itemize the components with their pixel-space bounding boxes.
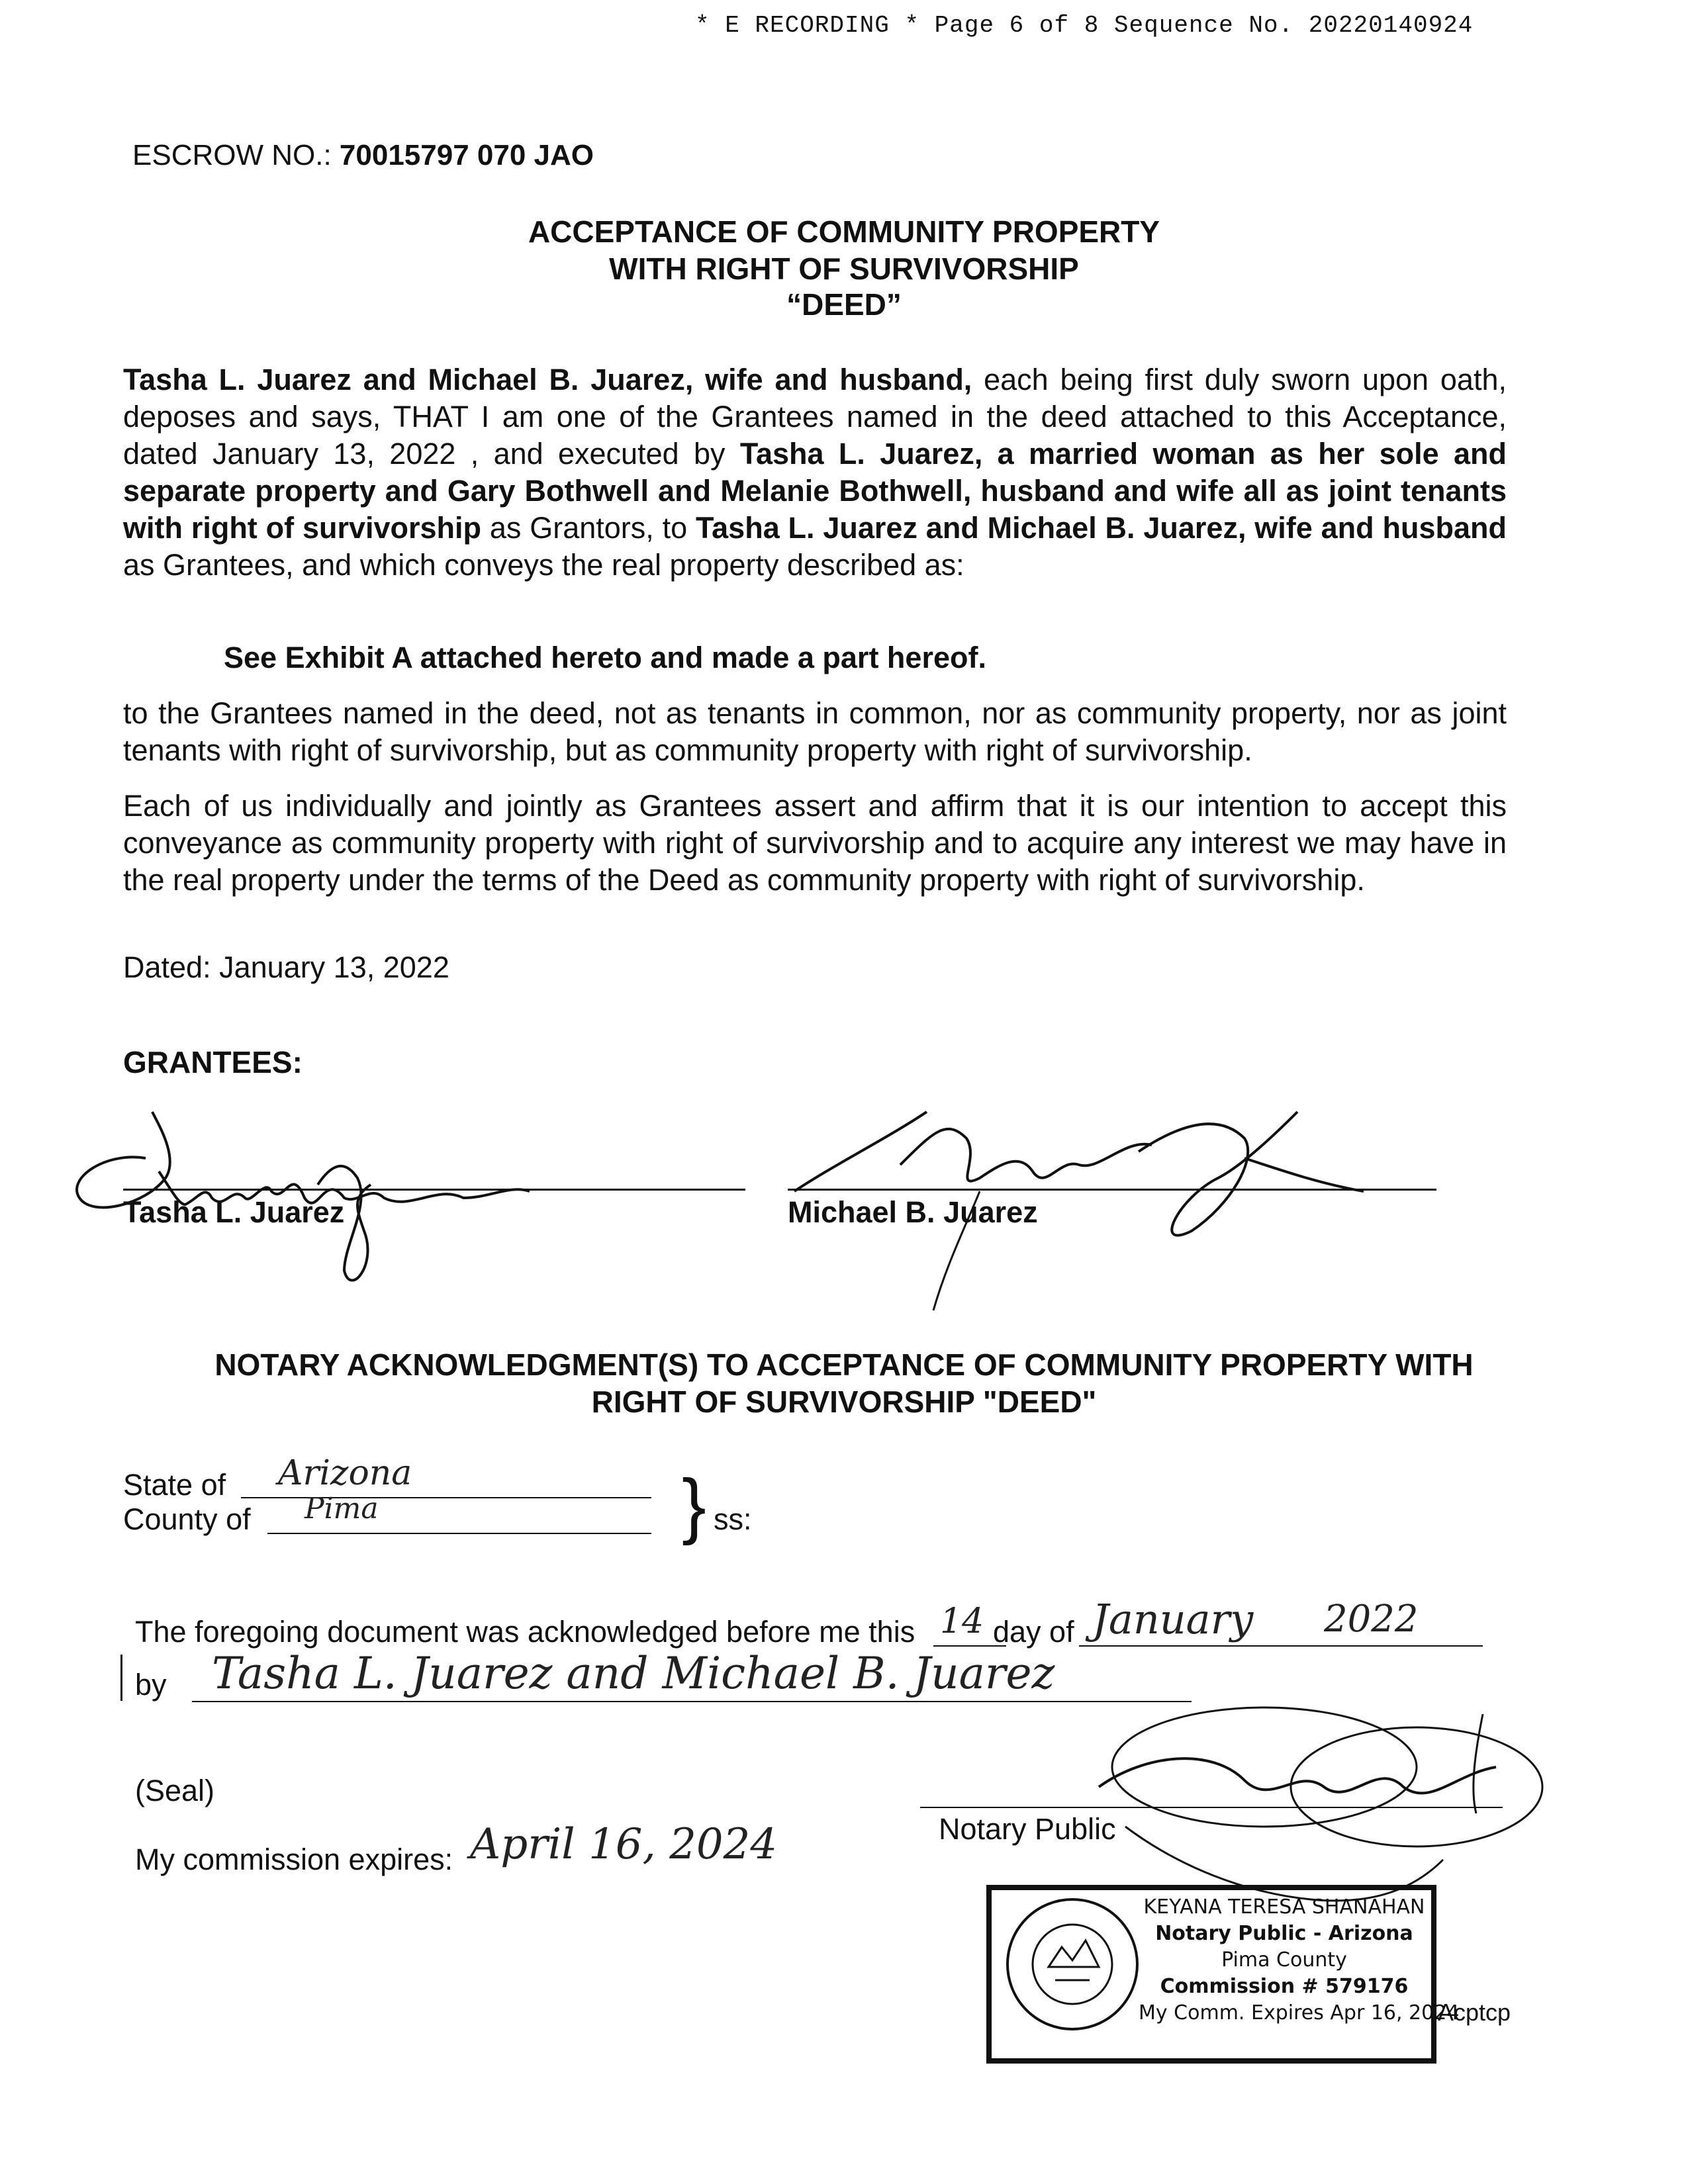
paragraph-text: as Grantees, and which conveys the real property described as: — [123, 548, 964, 582]
ss-label: ss: — [714, 1502, 752, 1536]
signer-name-1: Tasha L. Juarez — [123, 1195, 345, 1229]
grantee-description-bold: Tasha L. Juarez and Michael B. Juarez, wife and husband — [696, 511, 1507, 545]
day-of-label: day of — [993, 1615, 1074, 1649]
recording-header: * E RECORDING * Page 6 of 8 Sequence No. 20220140924 — [695, 12, 1474, 39]
stamp-expiration: My Comm. Expires Apr 16, 2024 — [1139, 2001, 1460, 2025]
commission-label: My commission expires: — [135, 1843, 453, 1876]
day-value: 14 — [940, 1602, 984, 1641]
doc-title-line-1: ACCEPTANCE OF COMMUNITY PROPERTY — [528, 214, 1160, 249]
month-year-underline — [1079, 1645, 1483, 1647]
year-value: 2022 — [1324, 1598, 1419, 1641]
seal-label: (Seal) — [135, 1774, 215, 1807]
ss-brace: } — [682, 1465, 706, 1546]
by-label: by — [135, 1668, 167, 1702]
escrow-number — [132, 139, 594, 172]
county-underline — [267, 1533, 651, 1534]
signer-name-2: Michael B. Juarez — [788, 1195, 1038, 1229]
notary-public-label: Notary Public — [939, 1812, 1116, 1846]
form-code: Acptcp — [1438, 1999, 1511, 2026]
commission-value: April 16, 2024 — [470, 1820, 778, 1869]
stamp-line-2: Notary Public - Arizona — [1155, 1922, 1413, 1945]
county-value: Pima — [305, 1492, 379, 1525]
paragraph-text: each being first duly sworn upon oath, deposes and says, THAT I am one of the Grantees named in the deed attached to this Acceptance, dated January 13, 2022 , and executed by — [123, 363, 1507, 471]
acceptance-paragraph — [123, 361, 1507, 584]
stamp-commission-number: Commission # 579176 — [1160, 1975, 1409, 1998]
doc-title-line-3: “DEED” — [786, 287, 902, 322]
exhibit-reference: See Exhibit A attached hereto and made a part hereof. — [224, 641, 986, 674]
grantees-heading: GRANTEES: — [123, 1045, 303, 1079]
month-value: January — [1092, 1595, 1254, 1643]
grantor-description-bold: Tasha L. Juarez, a married woman as her sole and separate property and Gary Bothwell and Melanie Bothwell, husband and wife all as joint tenants with right of survivorship — [123, 437, 1507, 545]
escrow-label: ESCROW NO.: — [132, 139, 332, 171]
state-seal-icon — [1009, 1901, 1136, 2028]
stamp-notary-name: KEYANA TERESA SHANAHAN — [1143, 1895, 1425, 1919]
intention-paragraph: Each of us individually and jointly as Grantees assert and affirm that it is our intention to accept this conveyance as community property with right of survivorship and to acquire any interest we may have in the real property under the terms of the Deed as community property with right of survivorship. — [123, 789, 1507, 897]
grantee-names-bold: Tasha L. Juarez and Michael B. Juarez, wife and husband, — [123, 363, 972, 396]
county-label: County of — [123, 1502, 251, 1536]
paragraph-text: as Grantors, to — [481, 511, 696, 545]
state-underline — [241, 1497, 651, 1498]
state-value: Arizona — [278, 1453, 412, 1493]
tasha-signature — [66, 1099, 543, 1297]
escrow-value: 70015797 070 JAO — [339, 139, 594, 171]
acknowledgment-text: The foregoing document was acknowledged before me this — [135, 1615, 915, 1649]
notary-title-line-1: NOTARY ACKNOWLEDGMENT(S) TO ACCEPTANCE OF COMMUNITY PROPERTY WITH — [214, 1347, 1474, 1382]
by-value: Tasha L. Juarez and Michael B. Juarez — [212, 1648, 1055, 1699]
margin-mark — [120, 1655, 122, 1701]
state-seal — [1006, 1898, 1139, 2030]
grantees-paragraph: to the Grantees named in the deed, not as tenants in common, nor as community property, nor as joint tenants with right of survivorship, but as community property with right of survivorship. — [123, 696, 1507, 767]
notary-signature — [1046, 1694, 1549, 1913]
dated-line: Dated: January 13, 2022 — [123, 950, 449, 984]
stamp-line-3: Pima County — [1221, 1948, 1347, 1972]
by-underline — [192, 1701, 1192, 1702]
doc-title-line-2: WITH RIGHT OF SURVIVORSHIP — [609, 251, 1079, 286]
notary-title-line-2: RIGHT OF SURVIVORSHIP "DEED" — [591, 1385, 1097, 1419]
state-label: State of — [123, 1468, 226, 1502]
michael-signature — [781, 1099, 1377, 1317]
